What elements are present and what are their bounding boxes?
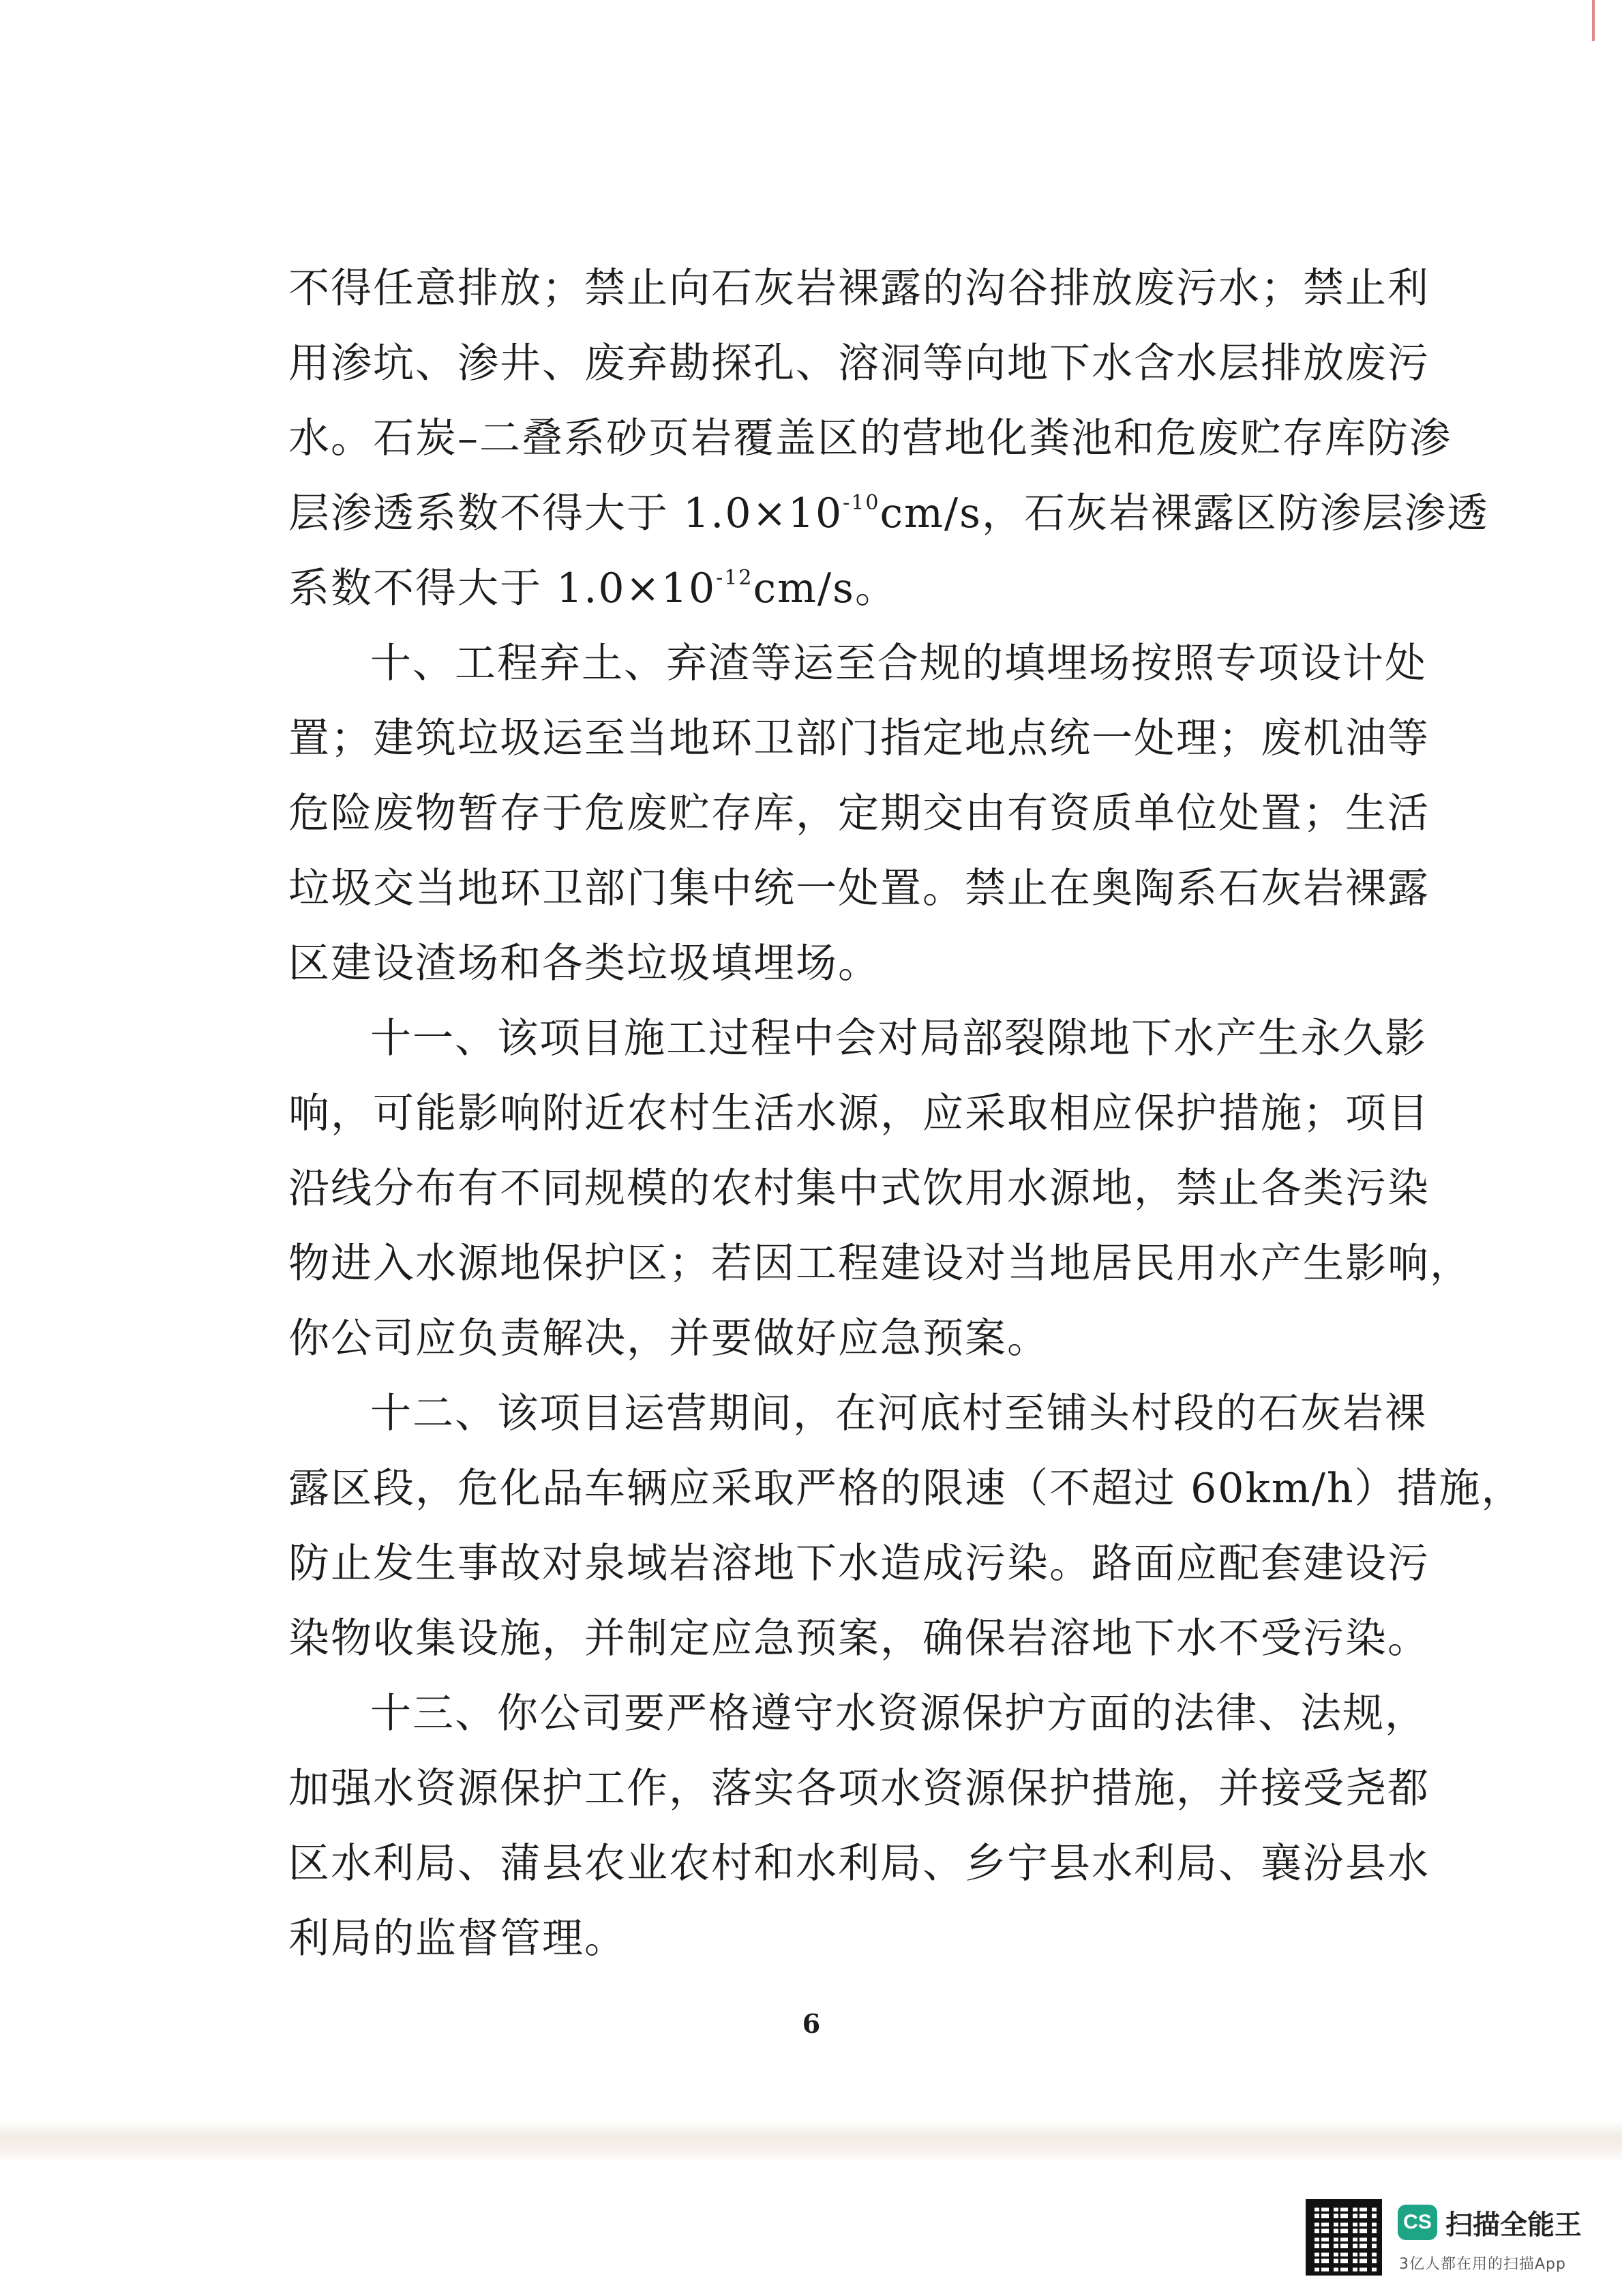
text-line: 利局的监督管理。: [288, 1915, 627, 1963]
document-body: [288, 251, 1524, 1976]
scanner-watermark: [1306, 2199, 1592, 2281]
text-segment: cm/s。: [753, 565, 897, 612]
text-line: 不得任意排放；禁止向石灰岩裸露的沟谷排放废污水；禁止利: [288, 265, 1430, 312]
text-line: 防止发生事故对泉域岩溶地下水造成污染。路面应配套建设污: [288, 1540, 1430, 1587]
text-line: 物进入水源地保护区；若因工程建设对当地居民用水产生影响，: [288, 1240, 1472, 1287]
text-line: 十二、该项目运营期间，在河底村至铺头村段的石灰岩裸: [370, 1390, 1427, 1437]
text-line: 十、工程弃土、弃渣等运至合规的填埋场按照专项设计处: [370, 640, 1427, 687]
text-line: [288, 551, 1379, 626]
text-line: 响，可能影响附近农村生活水源，应采取相应保护措施；项目: [288, 1090, 1430, 1137]
paragraph: [288, 1676, 1430, 1976]
exponent: -10: [843, 491, 880, 515]
text-line: 用渗坑、渗井、废弃勘探孔、溶洞等向地下水含水层排放废污: [288, 340, 1430, 387]
text-line: 十一、该项目施工过程中会对局部裂隙地下水产生永久影: [370, 1015, 1427, 1062]
text-line: 垃圾交当地环卫部门集中统一处置。禁止在奥陶系石灰岩裸露: [288, 865, 1430, 912]
camscanner-logo-icon: CS: [1398, 2205, 1437, 2240]
scan-edge-mark: [1592, 0, 1595, 41]
paragraph: [288, 1376, 1524, 1676]
paragraph: [288, 251, 1489, 626]
watermark-brand-name: 扫描全能王: [1445, 2209, 1582, 2241]
text-line: 区建设渣场和各类垃圾填埋场。: [288, 940, 880, 987]
text-line: 置；建筑垃圾运至当地环卫部门指定地点统一处理；废机油等: [288, 715, 1430, 762]
qr-code-icon: [1306, 2199, 1382, 2276]
text-line: 染物收集设施，并制定应急预案，确保岩溶地下水不受污染。: [288, 1615, 1430, 1663]
text-segment: cm/s，石灰岩裸露区防渗层渗透: [880, 490, 1489, 537]
text-line: 你公司应负责解决，并要做好应急预案。: [288, 1315, 1049, 1362]
text-segment: 层渗透系数不得大于 1.0×10: [288, 490, 843, 537]
text-line: [288, 476, 1489, 551]
text-line: 区水利局、蒲县农业农村和水利局、乡宁县水利局、襄汾县水: [288, 1840, 1430, 1888]
text-line: 十三、你公司要严格遵守水资源保护方面的法律、法规，: [370, 1690, 1427, 1738]
paragraph: [288, 626, 1430, 1001]
paragraph: [288, 1001, 1472, 1376]
text-line: 危险废物暂存于危废贮存库，定期交由有资质单位处置；生活: [288, 790, 1430, 837]
exponent: -12: [716, 566, 753, 590]
text-line: 露区段，危化品车辆应采取严格的限速（不超过 60km/h）措施，: [288, 1465, 1524, 1512]
text-line: 水。石炭–二叠系砂页岩覆盖区的营地化粪池和危废贮存库防渗: [288, 415, 1452, 462]
text-line: 加强水资源保护工作，落实各项水资源保护措施，并接受尧都: [288, 1765, 1430, 1813]
watermark-tagline: 3亿人都在用的扫描App: [1399, 2256, 1566, 2273]
scan-shadow-band: [0, 2121, 1622, 2162]
text-line: 沿线分布有不同规模的农村集中式饮用水源地，禁止各类污染: [288, 1165, 1430, 1212]
text-segment: 系数不得大于 1.0×10: [288, 565, 717, 612]
page-number: 6: [802, 2008, 821, 2039]
